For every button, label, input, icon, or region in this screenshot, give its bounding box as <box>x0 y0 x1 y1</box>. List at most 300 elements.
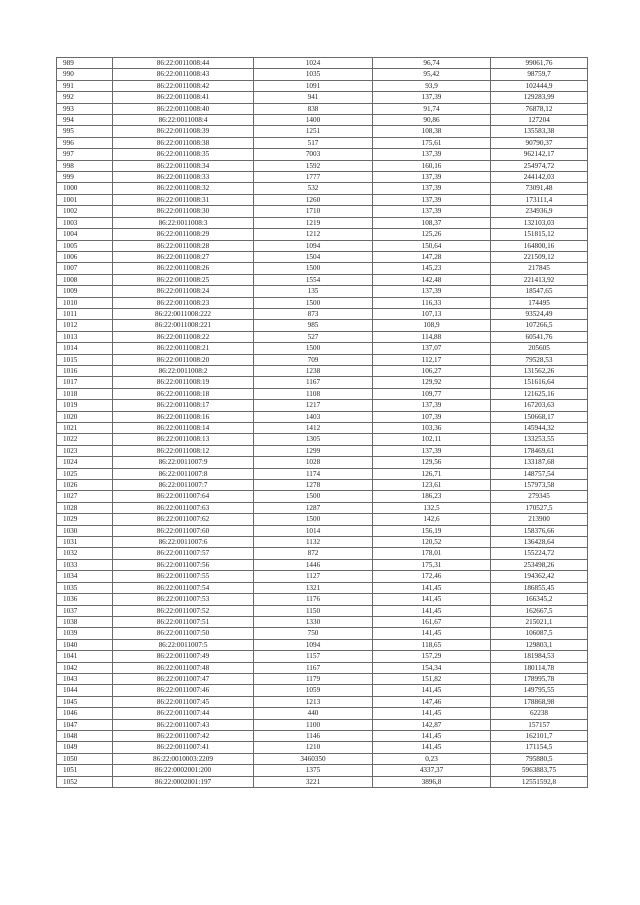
cadastral-number-cell: 86:22:0011007:45 <box>113 696 254 707</box>
specific-value-cell: 175,61 <box>373 137 491 148</box>
table-row <box>57 194 588 205</box>
table-row <box>57 514 588 525</box>
row-number-cell: 1002 <box>57 206 113 217</box>
cadastral-value-cell: 149795,55 <box>491 685 588 696</box>
area-cell: 1500 <box>254 343 373 354</box>
cadastral-value-cell: 254974,72 <box>491 160 588 171</box>
cadastral-value-cell: 79528,53 <box>491 354 588 365</box>
table-row <box>57 616 588 627</box>
area-cell: 1127 <box>254 571 373 582</box>
specific-value-cell: 145,23 <box>373 263 491 274</box>
area-cell: 527 <box>254 331 373 342</box>
cadastral-value-cell: 60541,76 <box>491 331 588 342</box>
table-row <box>57 548 588 559</box>
cadastral-value-cell: 178868,98 <box>491 696 588 707</box>
specific-value-cell: 175,31 <box>373 559 491 570</box>
row-number-cell: 991 <box>57 80 113 91</box>
cadastral-value-cell: 106087,5 <box>491 628 588 639</box>
specific-value-cell: 114,88 <box>373 331 491 342</box>
specific-value-cell: 147,28 <box>373 251 491 262</box>
area-cell: 1167 <box>254 377 373 388</box>
specific-value-cell: 151,82 <box>373 673 491 684</box>
area-cell: 1217 <box>254 400 373 411</box>
row-number-cell: 1049 <box>57 742 113 753</box>
table-row <box>57 365 588 376</box>
area-cell: 873 <box>254 308 373 319</box>
row-number-cell: 1027 <box>57 491 113 502</box>
specific-value-cell: 147,46 <box>373 696 491 707</box>
specific-value-cell: 141,45 <box>373 594 491 605</box>
row-number-cell: 1046 <box>57 708 113 719</box>
row-number-cell: 997 <box>57 149 113 160</box>
specific-value-cell: 106,27 <box>373 365 491 376</box>
area-cell: 1251 <box>254 126 373 137</box>
specific-value-cell: 116,33 <box>373 297 491 308</box>
cadastral-value-cell: 150668,17 <box>491 411 588 422</box>
cadastral-number-cell: 86:22:0011008:31 <box>113 194 254 205</box>
cadastral-number-cell: 86:22:0011008:21 <box>113 343 254 354</box>
cadastral-number-cell: 86:22:0011008:3 <box>113 217 254 228</box>
specific-value-cell: 95,42 <box>373 69 491 80</box>
area-cell: 1554 <box>254 274 373 285</box>
cadastral-value-cell: 279345 <box>491 491 588 502</box>
cadastral-value-cell: 221413,92 <box>491 274 588 285</box>
table-row <box>57 229 588 240</box>
specific-value-cell: 109,77 <box>373 388 491 399</box>
cadastral-number-cell: 86:22:0011008:17 <box>113 400 254 411</box>
table-row <box>57 137 588 148</box>
area-cell: 1403 <box>254 411 373 422</box>
area-cell: 1500 <box>254 514 373 525</box>
cadastral-number-cell: 86:22:0011007:56 <box>113 559 254 570</box>
cadastral-number-cell: 86:22:0011007:42 <box>113 730 254 741</box>
specific-value-cell: 129,56 <box>373 457 491 468</box>
area-cell: 532 <box>254 183 373 194</box>
cadastral-value-cell: 129283,99 <box>491 92 588 103</box>
area-cell: 517 <box>254 137 373 148</box>
table-row <box>57 115 588 126</box>
table-row <box>57 753 588 764</box>
table-row <box>57 126 588 137</box>
row-number-cell: 1026 <box>57 480 113 491</box>
row-number-cell: 1044 <box>57 685 113 696</box>
cadastral-value-cell: 221509,12 <box>491 251 588 262</box>
cadastral-number-cell: 86:22:0011007:46 <box>113 685 254 696</box>
cadastral-number-cell: 86:22:0011008:27 <box>113 251 254 262</box>
table-row <box>57 651 588 662</box>
row-number-cell: 1017 <box>57 377 113 388</box>
cadastral-value-cell: 164800,16 <box>491 240 588 251</box>
area-cell: 1299 <box>254 445 373 456</box>
cadastral-number-cell: 86:22:0010003:2209 <box>113 753 254 764</box>
cadastral-number-cell: 86:22:0011008:222 <box>113 308 254 319</box>
cadastral-number-cell: 86:22:0011007:44 <box>113 708 254 719</box>
area-cell: 1212 <box>254 229 373 240</box>
table-row <box>57 149 588 160</box>
cadastral-number-cell: 86:22:0011007:57 <box>113 548 254 559</box>
cadastral-value-cell: 167203,63 <box>491 400 588 411</box>
cadastral-number-cell: 86:22:0011008:24 <box>113 286 254 297</box>
cadastral-value-cell: 234936,9 <box>491 206 588 217</box>
row-number-cell: 1029 <box>57 514 113 525</box>
row-number-cell: 1037 <box>57 605 113 616</box>
specific-value-cell: 137,39 <box>373 206 491 217</box>
cadastral-number-cell: 86:22:0011008:25 <box>113 274 254 285</box>
specific-value-cell: 108,9 <box>373 320 491 331</box>
cadastral-number-cell: 86:22:0011008:221 <box>113 320 254 331</box>
area-cell: 709 <box>254 354 373 365</box>
cadastral-value-cell: 93524,49 <box>491 308 588 319</box>
area-cell: 1500 <box>254 491 373 502</box>
specific-value-cell: 4337,37 <box>373 765 491 776</box>
row-number-cell: 1038 <box>57 616 113 627</box>
row-number-cell: 1019 <box>57 400 113 411</box>
cadastral-number-cell: 86:22:0011008:26 <box>113 263 254 274</box>
table-row <box>57 308 588 319</box>
specific-value-cell: 137,39 <box>373 194 491 205</box>
table-row <box>57 400 588 411</box>
specific-value-cell: 161,67 <box>373 616 491 627</box>
cadastral-value-cell: 795880,5 <box>491 753 588 764</box>
area-cell: 7003 <box>254 149 373 160</box>
cadastral-number-cell: 86:22:0011008:43 <box>113 69 254 80</box>
cadastral-value-cell: 217845 <box>491 263 588 274</box>
row-number-cell: 995 <box>57 126 113 137</box>
cadastral-value-cell: 186855,45 <box>491 582 588 593</box>
area-cell: 872 <box>254 548 373 559</box>
table-row <box>57 491 588 502</box>
cadastral-value-cell: 151616,64 <box>491 377 588 388</box>
area-cell: 1260 <box>254 194 373 205</box>
area-cell: 1014 <box>254 525 373 536</box>
table-row <box>57 92 588 103</box>
area-cell: 1179 <box>254 673 373 684</box>
specific-value-cell: 102,11 <box>373 434 491 445</box>
specific-value-cell: 108,37 <box>373 217 491 228</box>
specific-value-cell: 141,45 <box>373 605 491 616</box>
row-number-cell: 1050 <box>57 753 113 764</box>
cadastral-number-cell: 86:22:0011008:32 <box>113 183 254 194</box>
row-number-cell: 1005 <box>57 240 113 251</box>
cadastral-number-cell: 86:22:0011008:14 <box>113 423 254 434</box>
row-number-cell: 1008 <box>57 274 113 285</box>
specific-value-cell: 120,52 <box>373 537 491 548</box>
cadastral-number-cell: 86:22:0011008:40 <box>113 103 254 114</box>
specific-value-cell: 142,87 <box>373 719 491 730</box>
table-row <box>57 251 588 262</box>
row-number-cell: 1018 <box>57 388 113 399</box>
area-cell: 440 <box>254 708 373 719</box>
cadastral-number-cell: 86:22:0011008:18 <box>113 388 254 399</box>
specific-value-cell: 186,23 <box>373 491 491 502</box>
area-cell: 1412 <box>254 423 373 434</box>
cadastral-value-cell: 12551592,8 <box>491 776 588 787</box>
row-number-cell: 989 <box>57 58 113 69</box>
row-number-cell: 1031 <box>57 537 113 548</box>
specific-value-cell: 137,39 <box>373 92 491 103</box>
specific-value-cell: 93,9 <box>373 80 491 91</box>
cadastral-value-cell: 151815,12 <box>491 229 588 240</box>
area-cell: 1059 <box>254 685 373 696</box>
table-row <box>57 605 588 616</box>
specific-value-cell: 154,34 <box>373 662 491 673</box>
cadastral-number-cell: 86:22:0011008:23 <box>113 297 254 308</box>
table-row <box>57 468 588 479</box>
cadastral-value-cell: 244142,03 <box>491 172 588 183</box>
specific-value-cell: 126,71 <box>373 468 491 479</box>
row-number-cell: 1035 <box>57 582 113 593</box>
cadastral-number-cell: 86:22:0011007:62 <box>113 514 254 525</box>
table-row <box>57 696 588 707</box>
table-row <box>57 377 588 388</box>
cadastral-value-cell: 162101,7 <box>491 730 588 741</box>
cadastral-value-cell: 962142,17 <box>491 149 588 160</box>
row-number-cell: 1022 <box>57 434 113 445</box>
table-row <box>57 320 588 331</box>
row-number-cell: 1015 <box>57 354 113 365</box>
cadastral-value-cell: 102444,9 <box>491 80 588 91</box>
row-number-cell: 1034 <box>57 571 113 582</box>
row-number-cell: 1009 <box>57 286 113 297</box>
cadastral-value-cell: 73091,48 <box>491 183 588 194</box>
table-row <box>57 183 588 194</box>
specific-value-cell: 137,39 <box>373 400 491 411</box>
cadastral-number-cell: 86:22:0011008:4 <box>113 115 254 126</box>
area-cell: 135 <box>254 286 373 297</box>
row-number-cell: 1028 <box>57 502 113 513</box>
specific-value-cell: 141,45 <box>373 628 491 639</box>
row-number-cell: 1030 <box>57 525 113 536</box>
table-row <box>57 730 588 741</box>
table-row <box>57 434 588 445</box>
cadastral-value-cell: 171154,5 <box>491 742 588 753</box>
cadastral-number-cell: 86:22:0011008:38 <box>113 137 254 148</box>
specific-value-cell: 118,65 <box>373 639 491 650</box>
area-cell: 1210 <box>254 742 373 753</box>
cadastral-number-cell: 86:22:0011007:9 <box>113 457 254 468</box>
row-number-cell: 992 <box>57 92 113 103</box>
row-number-cell: 994 <box>57 115 113 126</box>
row-number-cell: 1048 <box>57 730 113 741</box>
row-number-cell: 1045 <box>57 696 113 707</box>
cadastral-number-cell: 86:22:0011007:7 <box>113 480 254 491</box>
cadastral-value-cell: 145944,32 <box>491 423 588 434</box>
cadastral-number-cell: 86:22:0011008:19 <box>113 377 254 388</box>
area-cell: 1091 <box>254 80 373 91</box>
area-cell: 1035 <box>254 69 373 80</box>
area-cell: 1174 <box>254 468 373 479</box>
specific-value-cell: 178,01 <box>373 548 491 559</box>
cadastral-value-cell: 205605 <box>491 343 588 354</box>
cadastral-value-cell: 62238 <box>491 708 588 719</box>
table-row <box>57 160 588 171</box>
row-number-cell: 1023 <box>57 445 113 456</box>
area-cell: 1592 <box>254 160 373 171</box>
table-row <box>57 582 588 593</box>
cadastral-number-cell: 86:22:0011007:6 <box>113 537 254 548</box>
specific-value-cell: 132,5 <box>373 502 491 513</box>
cadastral-number-cell: 86:22:0011008:42 <box>113 80 254 91</box>
table-row <box>57 639 588 650</box>
specific-value-cell: 137,39 <box>373 183 491 194</box>
area-cell: 1330 <box>254 616 373 627</box>
table-body <box>57 58 588 788</box>
cadastral-value-cell: 194362,42 <box>491 571 588 582</box>
row-number-cell: 999 <box>57 172 113 183</box>
area-cell: 1710 <box>254 206 373 217</box>
row-number-cell: 1006 <box>57 251 113 262</box>
table-row <box>57 742 588 753</box>
row-number-cell: 998 <box>57 160 113 171</box>
table-row <box>57 776 588 787</box>
cadastral-value-cell: 155224,72 <box>491 548 588 559</box>
cadastral-number-cell: 86:22:0011008:35 <box>113 149 254 160</box>
table-row <box>57 80 588 91</box>
cadastral-number-cell: 86:22:0011008:41 <box>113 92 254 103</box>
specific-value-cell: 107,13 <box>373 308 491 319</box>
area-cell: 1400 <box>254 115 373 126</box>
area-cell: 1504 <box>254 251 373 262</box>
cadastral-number-cell: 86:22:0011007:8 <box>113 468 254 479</box>
specific-value-cell: 137,39 <box>373 149 491 160</box>
specific-value-cell: 108,38 <box>373 126 491 137</box>
row-number-cell: 1041 <box>57 651 113 662</box>
specific-value-cell: 157,29 <box>373 651 491 662</box>
specific-value-cell: 137,39 <box>373 172 491 183</box>
cadastral-number-cell: 86:22:0011007:51 <box>113 616 254 627</box>
table-row <box>57 58 588 69</box>
area-cell: 1024 <box>254 58 373 69</box>
cadastral-number-cell: 86:22:0011007:47 <box>113 673 254 684</box>
row-number-cell: 1042 <box>57 662 113 673</box>
cadastral-value-cell: 158376,66 <box>491 525 588 536</box>
table-row <box>57 628 588 639</box>
area-cell: 1176 <box>254 594 373 605</box>
specific-value-cell: 129,92 <box>373 377 491 388</box>
specific-value-cell: 137,39 <box>373 445 491 456</box>
row-number-cell: 993 <box>57 103 113 114</box>
table-row <box>57 559 588 570</box>
cadastral-value-cell: 215021,1 <box>491 616 588 627</box>
specific-value-cell: 141,45 <box>373 730 491 741</box>
specific-value-cell: 123,61 <box>373 480 491 491</box>
table-row <box>57 274 588 285</box>
specific-value-cell: 141,45 <box>373 582 491 593</box>
cadastral-value-cell: 131562,26 <box>491 365 588 376</box>
area-cell: 1150 <box>254 605 373 616</box>
cadastral-value-cell: 90790,37 <box>491 137 588 148</box>
area-cell: 838 <box>254 103 373 114</box>
table-row <box>57 343 588 354</box>
cadastral-number-cell: 86:22:0011008:30 <box>113 206 254 217</box>
cadastral-value-cell: 157973,58 <box>491 480 588 491</box>
cadastral-value-table <box>56 57 588 788</box>
specific-value-cell: 160,16 <box>373 160 491 171</box>
specific-value-cell: 96,74 <box>373 58 491 69</box>
table-row <box>57 286 588 297</box>
row-number-cell: 1004 <box>57 229 113 240</box>
area-cell: 1108 <box>254 388 373 399</box>
specific-value-cell: 3896,8 <box>373 776 491 787</box>
table-row <box>57 594 588 605</box>
specific-value-cell: 172,46 <box>373 571 491 582</box>
cadastral-value-cell: 157157 <box>491 719 588 730</box>
specific-value-cell: 90,86 <box>373 115 491 126</box>
area-cell: 1446 <box>254 559 373 570</box>
cadastral-number-cell: 86:22:0011007:63 <box>113 502 254 513</box>
row-number-cell: 1014 <box>57 343 113 354</box>
row-number-cell: 1036 <box>57 594 113 605</box>
table-row <box>57 354 588 365</box>
cadastral-number-cell: 86:22:0011008:39 <box>113 126 254 137</box>
table-row <box>57 172 588 183</box>
cadastral-value-cell: 253498,26 <box>491 559 588 570</box>
cadastral-value-cell: 5963883,75 <box>491 765 588 776</box>
row-number-cell: 1016 <box>57 365 113 376</box>
table-row <box>57 206 588 217</box>
cadastral-number-cell: 86:22:0011008:33 <box>113 172 254 183</box>
specific-value-cell: 0,23 <box>373 753 491 764</box>
area-cell: 985 <box>254 320 373 331</box>
specific-value-cell: 150,64 <box>373 240 491 251</box>
cadastral-value-cell: 178469,61 <box>491 445 588 456</box>
row-number-cell: 1052 <box>57 776 113 787</box>
area-cell: 1213 <box>254 696 373 707</box>
specific-value-cell: 112,17 <box>373 354 491 365</box>
table-row <box>57 525 588 536</box>
area-cell: 1100 <box>254 719 373 730</box>
cadastral-number-cell: 86:22:0011007:54 <box>113 582 254 593</box>
cadastral-number-cell: 86:22:0011007:64 <box>113 491 254 502</box>
table-row <box>57 411 588 422</box>
cadastral-number-cell: 86:22:0011007:49 <box>113 651 254 662</box>
cadastral-number-cell: 86:22:0011008:34 <box>113 160 254 171</box>
row-number-cell: 1033 <box>57 559 113 570</box>
table-row <box>57 480 588 491</box>
table-row <box>57 662 588 673</box>
table-row <box>57 457 588 468</box>
specific-value-cell: 156,19 <box>373 525 491 536</box>
table-row <box>57 685 588 696</box>
cadastral-number-cell: 86:22:0011008:20 <box>113 354 254 365</box>
cadastral-number-cell: 86:22:0011008:28 <box>113 240 254 251</box>
row-number-cell: 1032 <box>57 548 113 559</box>
cadastral-value-cell: 127204 <box>491 115 588 126</box>
area-cell: 1278 <box>254 480 373 491</box>
area-cell: 1500 <box>254 263 373 274</box>
cadastral-value-cell: 162667,5 <box>491 605 588 616</box>
row-number-cell: 1040 <box>57 639 113 650</box>
cadastral-value-cell: 99061,76 <box>491 58 588 69</box>
specific-value-cell: 137,07 <box>373 343 491 354</box>
cadastral-value-cell: 18547,65 <box>491 286 588 297</box>
cadastral-value-cell: 133253,55 <box>491 434 588 445</box>
cadastral-value-cell: 129803,1 <box>491 639 588 650</box>
cadastral-number-cell: 86:22:0011008:16 <box>113 411 254 422</box>
document-page <box>56 57 587 788</box>
area-cell: 1777 <box>254 172 373 183</box>
row-number-cell: 1024 <box>57 457 113 468</box>
table-row <box>57 388 588 399</box>
cadastral-number-cell: 86:22:0011007:50 <box>113 628 254 639</box>
specific-value-cell: 142,6 <box>373 514 491 525</box>
table-row <box>57 537 588 548</box>
cadastral-value-cell: 181984,53 <box>491 651 588 662</box>
cadastral-value-cell: 173111,4 <box>491 194 588 205</box>
row-number-cell: 1043 <box>57 673 113 684</box>
cadastral-value-cell: 121625,16 <box>491 388 588 399</box>
cadastral-value-cell: 213900 <box>491 514 588 525</box>
